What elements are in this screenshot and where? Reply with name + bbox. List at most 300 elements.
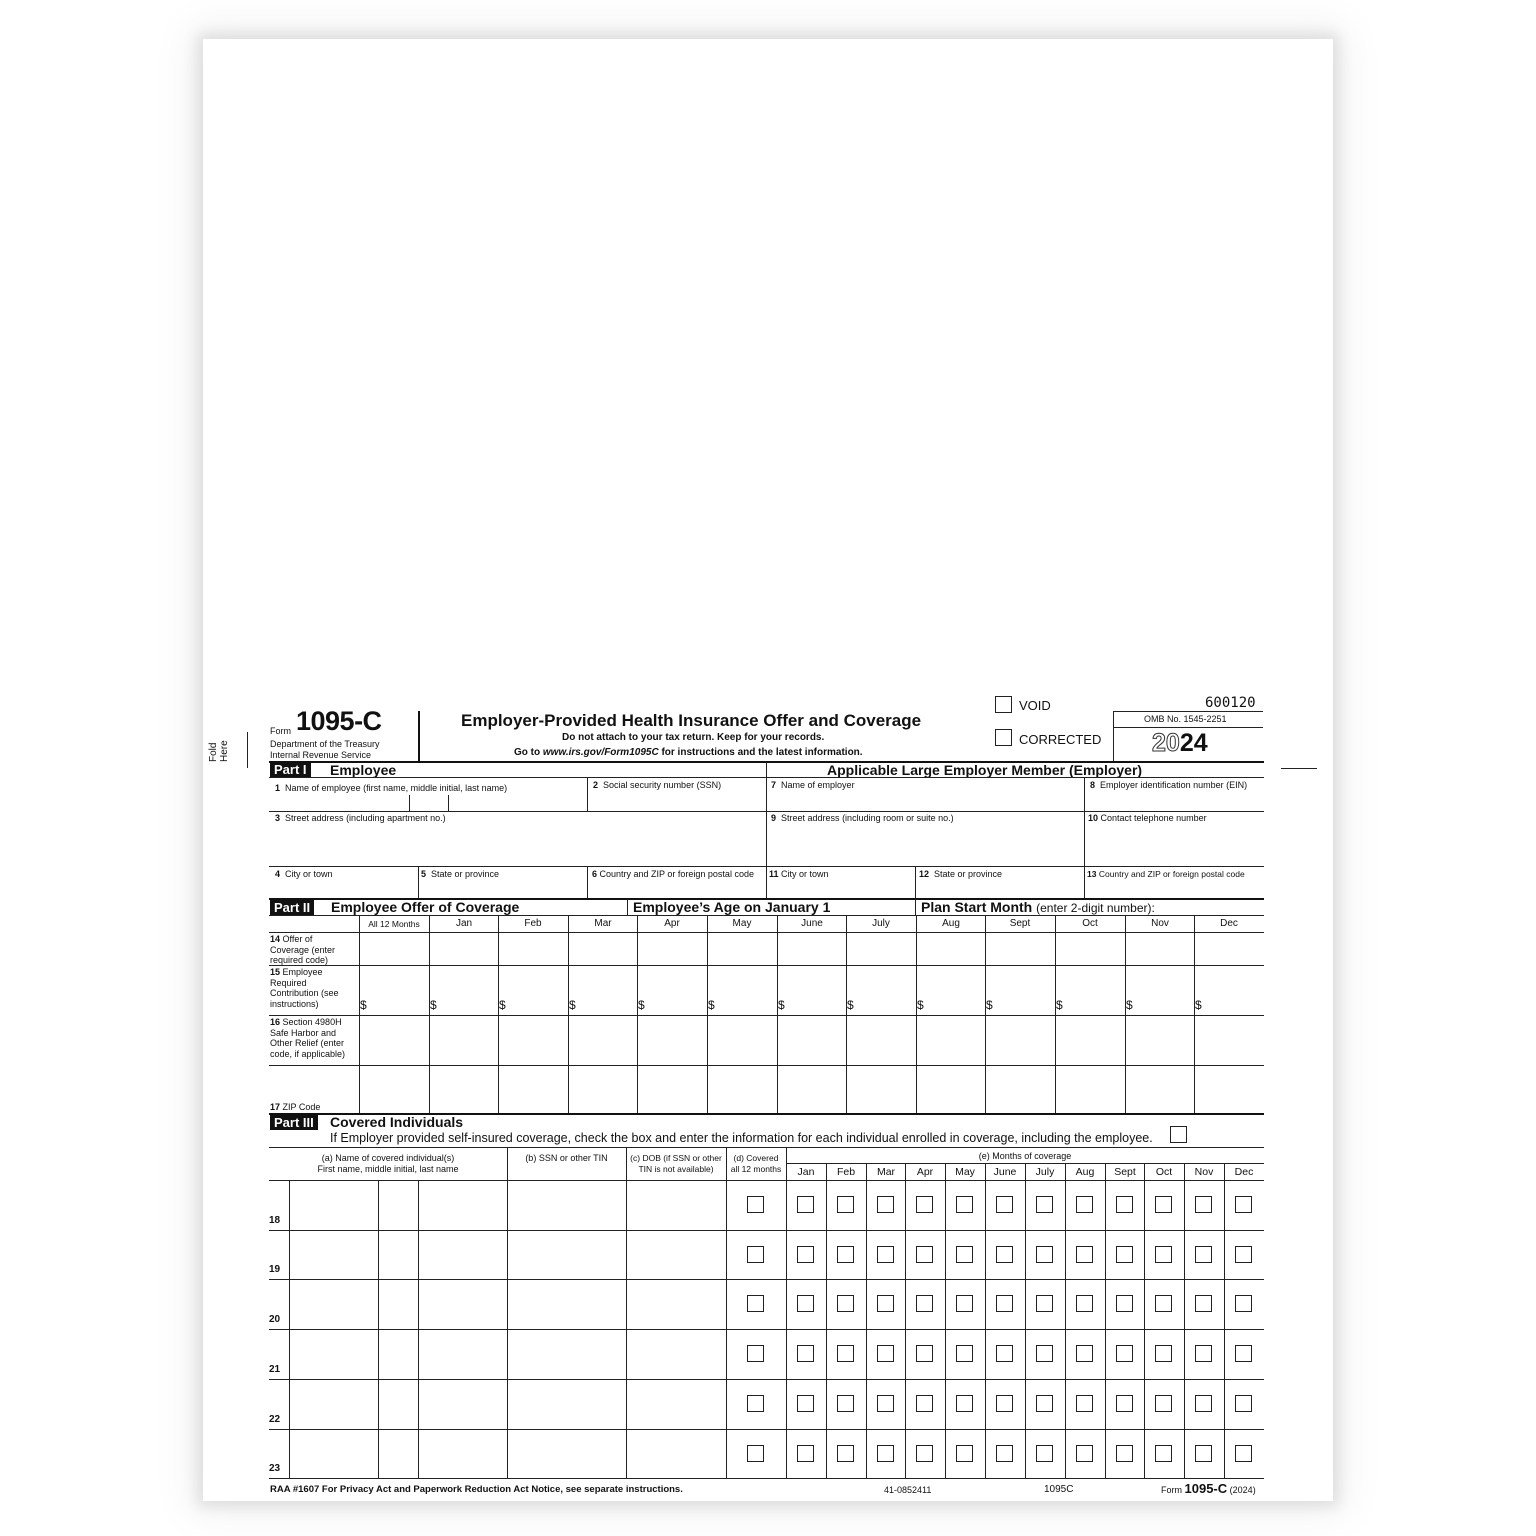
month-col-divider — [826, 1163, 827, 1478]
plan-start-month — [921, 899, 1155, 916]
col-c-line1: (c) DOB (if SSN or other — [630, 1153, 722, 1163]
col-a-header — [269, 1153, 507, 1175]
month-header: Sept — [1114, 1166, 1136, 1178]
month-coverage-checkbox[interactable] — [1195, 1345, 1212, 1362]
month-coverage-checkbox[interactable] — [996, 1445, 1013, 1462]
month-coverage-checkbox[interactable] — [1195, 1445, 1212, 1462]
month-coverage-checkbox[interactable] — [1195, 1395, 1212, 1412]
col-c-header — [626, 1153, 726, 1175]
month-coverage-checkbox[interactable] — [837, 1295, 854, 1312]
part3-instruction: If Employer provided self-insured coverage, check the box and enter the information for each individual enrolled in coverage, including the employee. — [330, 1131, 1153, 1145]
month-coverage-checkbox[interactable] — [956, 1345, 973, 1362]
part2-entry-cell[interactable] — [431, 1017, 497, 1063]
month-col-divider — [1065, 1163, 1066, 1478]
field-7-text: Name of employer — [781, 780, 855, 790]
part2-col-header: Oct — [1082, 918, 1098, 929]
covered-all-12-checkbox[interactable] — [747, 1395, 764, 1412]
part2-col-divider — [429, 915, 430, 1113]
part2-col-divider — [637, 915, 638, 1113]
month-coverage-checkbox[interactable] — [956, 1395, 973, 1412]
part2-entry-cell[interactable] — [1057, 934, 1123, 963]
omb-bottom-line — [1113, 727, 1263, 728]
part3-row-number: 20 — [269, 1314, 281, 1325]
part2-entry-cell[interactable] — [1196, 1067, 1262, 1111]
dollar-sign: $ — [778, 998, 785, 1012]
fold-line1: Fold — [208, 742, 219, 762]
month-col-divider — [945, 1163, 946, 1478]
part2-row-label-line: Coverage (enter — [270, 944, 336, 955]
omb-divider — [1113, 711, 1114, 761]
month-coverage-checkbox[interactable] — [1235, 1345, 1252, 1362]
part2-entry-cell[interactable] — [570, 934, 636, 963]
field-11-num: 11 — [769, 869, 779, 879]
field-2-num: 2 — [593, 780, 599, 790]
part2-entry-cell[interactable] — [500, 1017, 566, 1063]
month-coverage-checkbox[interactable] — [1116, 1295, 1133, 1312]
part2-col-header: Feb — [524, 918, 542, 929]
month-coverage-checkbox[interactable] — [797, 1196, 814, 1213]
part2-col-divider — [359, 915, 360, 1113]
month-coverage-checkbox[interactable] — [837, 1196, 854, 1213]
field-6-num: 6 — [592, 869, 598, 879]
tax-year-light: 20 — [1152, 729, 1180, 757]
part2-col-header: May — [732, 918, 752, 929]
fold-tick-left — [247, 732, 248, 768]
part2-entry-cell[interactable] — [1196, 967, 1262, 1013]
month-coverage-checkbox[interactable] — [877, 1295, 894, 1312]
month-coverage-checkbox[interactable] — [1076, 1246, 1093, 1263]
month-coverage-checkbox[interactable] — [797, 1345, 814, 1362]
part1-row1-line — [269, 811, 1264, 812]
month-coverage-checkbox[interactable] — [1036, 1345, 1053, 1362]
month-coverage-checkbox[interactable] — [1235, 1246, 1252, 1263]
part2-col-divider — [916, 915, 917, 1113]
month-coverage-checkbox[interactable] — [1235, 1395, 1252, 1412]
month-coverage-checkbox[interactable] — [1155, 1445, 1172, 1462]
part2-col-header: Dec — [1220, 918, 1238, 929]
part1-center-divider — [766, 762, 767, 898]
field-13-divider — [1084, 866, 1085, 898]
month-coverage-checkbox[interactable] — [877, 1445, 894, 1462]
month-coverage-checkbox[interactable] — [1036, 1445, 1053, 1462]
part2-entry-cell[interactable] — [570, 1067, 636, 1111]
part3-row-line — [269, 1279, 1264, 1280]
irs-link[interactable]: www.irs.gov/Form1095C — [542, 747, 659, 758]
month-coverage-checkbox[interactable] — [1235, 1295, 1252, 1312]
month-coverage-checkbox[interactable] — [837, 1445, 854, 1462]
part2-entry-cell[interactable] — [709, 1017, 775, 1063]
part2-col-header: Apr — [664, 918, 680, 929]
month-coverage-checkbox[interactable] — [1116, 1345, 1133, 1362]
month-coverage-checkbox[interactable] — [1076, 1445, 1093, 1462]
part3-row-line — [269, 1429, 1264, 1430]
part2-entry-cell[interactable] — [1127, 934, 1193, 963]
part2-col-divider — [1125, 915, 1126, 1113]
part2-entry-cell[interactable] — [779, 1067, 845, 1111]
field-9-text: Street address (including room or suite no.) — [781, 813, 954, 823]
part2-entry-cell[interactable] — [1127, 967, 1193, 1013]
footer-form-year: (2024) — [1229, 1485, 1256, 1495]
month-coverage-checkbox[interactable] — [797, 1445, 814, 1462]
month-col-divider — [905, 1163, 906, 1478]
part2-entry-cell[interactable] — [639, 1017, 705, 1063]
part2-entry-cell[interactable] — [361, 967, 427, 1013]
part3-row-number: 22 — [269, 1414, 281, 1425]
part3-header-line — [269, 1147, 1264, 1148]
covered-all-12-checkbox[interactable] — [747, 1295, 764, 1312]
part2-entry-cell[interactable] — [500, 1067, 566, 1111]
part3-row-line — [269, 1478, 1264, 1479]
part2-entry-cell[interactable] — [431, 934, 497, 963]
month-coverage-checkbox[interactable] — [996, 1196, 1013, 1213]
covered-all-12-checkbox[interactable] — [747, 1445, 764, 1462]
part2-entry-cell[interactable] — [848, 934, 914, 963]
col-e-header: (e) Months of coverage — [978, 1151, 1072, 1161]
part2-row-label-line: Required — [270, 977, 307, 988]
part2-col-header: Nov — [1151, 918, 1169, 929]
field-7-num: 7 — [771, 780, 777, 790]
field-1-text: Name of employee (first name, middle initial, last name) — [285, 783, 508, 793]
month-col-divider — [866, 1163, 867, 1478]
part2-entry-cell[interactable] — [709, 967, 775, 1013]
part1-badge: Part I — [270, 762, 311, 777]
part2-col-divider — [1055, 915, 1056, 1113]
footer-form-word: Form — [1161, 1485, 1182, 1495]
form-code: 600120 — [1205, 695, 1256, 711]
part2-row-number: 14 — [270, 934, 281, 944]
part2-entry-cell[interactable] — [848, 1017, 914, 1063]
part2-row-number: 17 — [270, 1102, 281, 1112]
month-coverage-checkbox[interactable] — [837, 1246, 854, 1263]
field-3-label — [275, 813, 446, 824]
month-coverage-checkbox[interactable] — [916, 1246, 933, 1263]
part2-entry-cell[interactable] — [779, 1017, 845, 1063]
part2-entry-cell[interactable] — [361, 1017, 427, 1063]
corrected-label: CORRECTED — [1019, 732, 1102, 747]
dollar-sign: $ — [638, 998, 645, 1012]
field-5-label — [421, 869, 499, 880]
dollar-sign: $ — [569, 998, 576, 1012]
month-coverage-checkbox[interactable] — [996, 1345, 1013, 1362]
month-col-divider — [1184, 1163, 1185, 1478]
col-d-line1: (d) Covered — [733, 1153, 779, 1163]
month-coverage-checkbox[interactable] — [1116, 1445, 1133, 1462]
part2-entry-cell[interactable] — [500, 934, 566, 963]
month-coverage-checkbox[interactable] — [1076, 1295, 1093, 1312]
field-12-text: State or province — [934, 869, 1003, 879]
month-header: Apr — [916, 1166, 934, 1178]
void-checkbox[interactable] — [995, 696, 1012, 713]
col-d-header — [726, 1153, 786, 1175]
part2-entry-cell[interactable] — [709, 1067, 775, 1111]
field-5-divider — [418, 866, 419, 898]
part2-entry-cell[interactable] — [570, 1017, 636, 1063]
part1-header-line — [269, 777, 1264, 778]
field-13-text: Country and ZIP or foreign postal code — [1098, 869, 1245, 879]
part2-entry-cell[interactable] — [431, 967, 497, 1013]
col-d-line2: all 12 months — [730, 1164, 782, 1174]
month-header: June — [993, 1166, 1017, 1178]
month-coverage-checkbox[interactable] — [877, 1395, 894, 1412]
part2-entry-cell[interactable] — [1196, 934, 1262, 963]
field-2-text: Social security number (SSN) — [603, 780, 722, 790]
part2-entry-cell[interactable] — [570, 967, 636, 1013]
part2-row-line — [269, 965, 1264, 966]
part2-entry-cell[interactable] — [918, 1017, 984, 1063]
part2-header-line — [269, 915, 1264, 916]
field-10-num: 10 — [1088, 813, 1099, 823]
month-coverage-checkbox[interactable] — [837, 1345, 854, 1362]
form-subtitle1: Do not attach to your tax return. Keep for your records. — [562, 732, 825, 743]
field-13-num: 13 — [1087, 869, 1097, 879]
month-coverage-checkbox[interactable] — [916, 1345, 933, 1362]
plan-note: (enter 2-digit number): — [1036, 901, 1155, 915]
month-coverage-checkbox[interactable] — [1155, 1246, 1172, 1263]
month-coverage-checkbox[interactable] — [1155, 1295, 1172, 1312]
part2-entry-cell[interactable] — [918, 967, 984, 1013]
month-coverage-checkbox[interactable] — [1195, 1295, 1212, 1312]
month-coverage-checkbox[interactable] — [1116, 1196, 1133, 1213]
month-header: May — [955, 1166, 975, 1178]
month-coverage-checkbox[interactable] — [916, 1395, 933, 1412]
month-coverage-checkbox[interactable] — [916, 1445, 933, 1462]
part2-entry-cell[interactable] — [361, 934, 427, 963]
month-coverage-checkbox[interactable] — [996, 1246, 1013, 1263]
part2-row-line — [269, 1015, 1264, 1016]
part2-entry-cell[interactable] — [1196, 1017, 1262, 1063]
part2-col-header: Aug — [942, 918, 960, 929]
col-b-header: (b) SSN or other TIN — [525, 1153, 608, 1163]
field-6-text: Country and ZIP or foreign postal code — [599, 869, 754, 879]
month-coverage-checkbox[interactable] — [916, 1196, 933, 1213]
part2-col-divider — [498, 915, 499, 1113]
void-label: VOID — [1019, 698, 1051, 713]
part2-row-label — [270, 1102, 320, 1113]
month-header: Oct — [1155, 1166, 1173, 1178]
part2-col-header: Mar — [594, 918, 612, 929]
part2-entry-cell[interactable] — [1127, 1017, 1193, 1063]
header-divider — [418, 711, 420, 761]
part2-row-label-line: ZIP Code — [282, 1102, 321, 1112]
part2-entry-cell[interactable] — [779, 967, 845, 1013]
part3-row-number: 19 — [269, 1264, 281, 1275]
month-coverage-checkbox[interactable] — [1235, 1445, 1252, 1462]
part2-entry-cell[interactable] — [848, 967, 914, 1013]
covered-all-12-checkbox[interactable] — [747, 1246, 764, 1263]
col-a-line1: (a) Name of covered individual(s) — [321, 1153, 455, 1163]
form-number: 1095-C — [296, 706, 382, 736]
month-coverage-checkbox[interactable] — [996, 1295, 1013, 1312]
part2-entry-cell[interactable] — [361, 1067, 427, 1111]
part3-row-line — [269, 1379, 1264, 1380]
month-coverage-checkbox[interactable] — [1155, 1345, 1172, 1362]
dollar-sign: $ — [917, 998, 924, 1012]
field-2-label — [593, 780, 721, 791]
col-c-line2: TIN is not available) — [638, 1164, 714, 1174]
month-header: Jan — [797, 1166, 815, 1178]
part2-entry-cell[interactable] — [431, 1067, 497, 1111]
tax-year — [1152, 729, 1208, 758]
month-coverage-checkbox[interactable] — [877, 1345, 894, 1362]
field-7-label — [771, 780, 855, 791]
part2-row-label-line: Employee — [282, 967, 323, 977]
field-4-label — [275, 869, 333, 880]
part2-entry-cell[interactable] — [1057, 1067, 1123, 1111]
footer-form-number: 1095-C — [1184, 1481, 1228, 1496]
part2-entry-cell[interactable] — [709, 934, 775, 963]
part2-entry-cell[interactable] — [987, 1017, 1053, 1063]
field-5-num: 5 — [421, 869, 427, 879]
name-divider-1 — [409, 795, 410, 811]
covered-all-12-checkbox[interactable] — [747, 1196, 764, 1213]
month-coverage-checkbox[interactable] — [837, 1395, 854, 1412]
part2-entry-cell[interactable] — [639, 934, 705, 963]
part2-row-label-line: required code) — [270, 955, 329, 965]
field-8-divider — [1084, 777, 1085, 866]
month-coverage-checkbox[interactable] — [877, 1196, 894, 1213]
part2-row-label-line: code, if applicable) — [270, 1048, 346, 1059]
month-coverage-checkbox[interactable] — [916, 1295, 933, 1312]
month-coverage-checkbox[interactable] — [956, 1295, 973, 1312]
month-coverage-checkbox[interactable] — [797, 1395, 814, 1412]
field-8-label — [1090, 780, 1247, 791]
month-coverage-checkbox[interactable] — [1116, 1395, 1133, 1412]
part3-row-number: 23 — [269, 1463, 281, 1474]
month-coverage-checkbox[interactable] — [1036, 1196, 1053, 1213]
month-coverage-checkbox[interactable] — [1076, 1395, 1093, 1412]
part2-row-number: 15 — [270, 967, 281, 977]
fold-here-label — [208, 740, 230, 762]
month-coverage-checkbox[interactable] — [1036, 1395, 1053, 1412]
part2-row-label-line: instructions) — [270, 998, 319, 1009]
corrected-checkbox[interactable] — [995, 729, 1012, 746]
month-header: Mar — [876, 1166, 896, 1178]
field-10-text: Contact telephone number — [1100, 813, 1207, 823]
dollar-sign: $ — [430, 998, 437, 1012]
field-12-divider — [915, 866, 916, 898]
month-coverage-checkbox[interactable] — [956, 1246, 973, 1263]
field-13-label — [1087, 869, 1245, 880]
month-coverage-checkbox[interactable] — [1195, 1196, 1212, 1213]
month-col-divider — [1224, 1163, 1225, 1478]
field-1-num: 1 — [275, 783, 281, 793]
field-6-divider — [587, 866, 588, 898]
dollar-sign: $ — [1126, 998, 1133, 1012]
dollar-sign: $ — [708, 998, 715, 1012]
footer-form-id — [1161, 1481, 1256, 1496]
subtitle2-pre: Go to — [514, 747, 543, 758]
part2-col-divider — [1194, 915, 1195, 1113]
part2-col-header: All 12 Months — [368, 919, 420, 929]
part2-row-label-line: Other Relief (enter — [270, 1038, 345, 1048]
part2-row-label — [270, 967, 339, 1009]
dollar-sign: $ — [360, 998, 367, 1012]
form-title: Employer-Provided Health Insurance Offer and Coverage — [461, 711, 922, 730]
part2-col-divider — [985, 915, 986, 1113]
month-coverage-checkbox[interactable] — [1155, 1395, 1172, 1412]
part2-entry-cell[interactable] — [848, 1067, 914, 1111]
part2-col-divider — [707, 915, 708, 1113]
part2-entry-cell[interactable] — [639, 1067, 705, 1111]
part2-entry-cell[interactable] — [987, 1067, 1053, 1111]
part2-entry-cell[interactable] — [639, 967, 705, 1013]
part1-title: Employee — [330, 762, 397, 778]
footer-notice: RAA #1607 For Privacy Act and Paperwork Reduction Act Notice, see separate instructions. — [270, 1484, 683, 1495]
dept-line2: Internal Revenue Service — [270, 750, 372, 760]
dollar-sign: $ — [1056, 998, 1063, 1012]
tax-year-bold: 24 — [1179, 729, 1208, 757]
field-8-num: 8 — [1090, 780, 1096, 790]
month-header: Aug — [1075, 1166, 1095, 1178]
part2-entry-cell[interactable] — [1057, 1017, 1123, 1063]
age-divider — [627, 899, 628, 915]
month-coverage-checkbox[interactable] — [797, 1246, 814, 1263]
month-coverage-checkbox[interactable] — [1076, 1345, 1093, 1362]
month-coverage-checkbox[interactable] — [1076, 1196, 1093, 1213]
field-12-num: 12 — [919, 869, 930, 879]
part3-row-line — [269, 1329, 1264, 1330]
month-coverage-checkbox[interactable] — [877, 1246, 894, 1263]
part2-entry-cell[interactable] — [1057, 967, 1123, 1013]
part2-row-number: 16 — [270, 1017, 281, 1027]
month-col-divider — [1025, 1163, 1026, 1478]
self-insured-checkbox[interactable] — [1170, 1126, 1187, 1143]
part3-badge: Part III — [270, 1115, 318, 1130]
part2-entry-cell[interactable] — [918, 1067, 984, 1111]
part2-row-label — [270, 1017, 345, 1059]
month-coverage-checkbox[interactable] — [1116, 1246, 1133, 1263]
part2-entry-cell[interactable] — [500, 967, 566, 1013]
part2-entry-cell[interactable] — [987, 967, 1053, 1013]
plan-title: Plan Start Month — [921, 899, 1033, 915]
part2-entry-cell[interactable] — [1127, 1067, 1193, 1111]
dept-line1: Department of the Treasury — [270, 739, 380, 749]
field-3-text: Street address (including apartment no.) — [285, 813, 446, 823]
dollar-sign: $ — [1195, 998, 1202, 1012]
footer-code1: 41-0852411 — [884, 1485, 932, 1495]
month-coverage-checkbox[interactable] — [1195, 1246, 1212, 1263]
month-coverage-checkbox[interactable] — [1036, 1246, 1053, 1263]
dollar-sign: $ — [986, 998, 993, 1012]
field-8-text: Employer identification number (EIN) — [1100, 780, 1248, 790]
month-col-divider — [1105, 1163, 1106, 1478]
part2-badge: Part II — [270, 900, 314, 915]
month-coverage-checkbox[interactable] — [797, 1295, 814, 1312]
month-coverage-checkbox[interactable] — [996, 1395, 1013, 1412]
field-12-label — [919, 869, 1002, 880]
month-coverage-checkbox[interactable] — [1235, 1196, 1252, 1213]
omb-top-line — [1113, 711, 1263, 712]
covered-all-12-checkbox[interactable] — [747, 1345, 764, 1362]
month-coverage-checkbox[interactable] — [1155, 1196, 1172, 1213]
part2-entry-cell[interactable] — [987, 934, 1053, 963]
month-coverage-checkbox[interactable] — [1036, 1295, 1053, 1312]
form-subtitle2 — [514, 747, 863, 758]
omb-number: OMB No. 1545-2251 — [1144, 714, 1227, 724]
month-coverage-checkbox[interactable] — [956, 1196, 973, 1213]
month-coverage-checkbox[interactable] — [956, 1445, 973, 1462]
field-11-text: City or town — [781, 869, 829, 879]
part2-entry-cell[interactable] — [918, 934, 984, 963]
month-col-divider — [985, 1163, 986, 1478]
part3-row-line — [269, 1230, 1264, 1231]
field-9-label — [771, 813, 954, 824]
part2-row-label-line: Offer of — [282, 934, 313, 944]
part2-row-label-line: Contribution (see — [270, 988, 339, 998]
part2-entry-cell[interactable] — [779, 934, 845, 963]
col-a-line2: First name, middle initial, last name — [317, 1164, 459, 1174]
part2-col-header: Jan — [455, 918, 473, 929]
